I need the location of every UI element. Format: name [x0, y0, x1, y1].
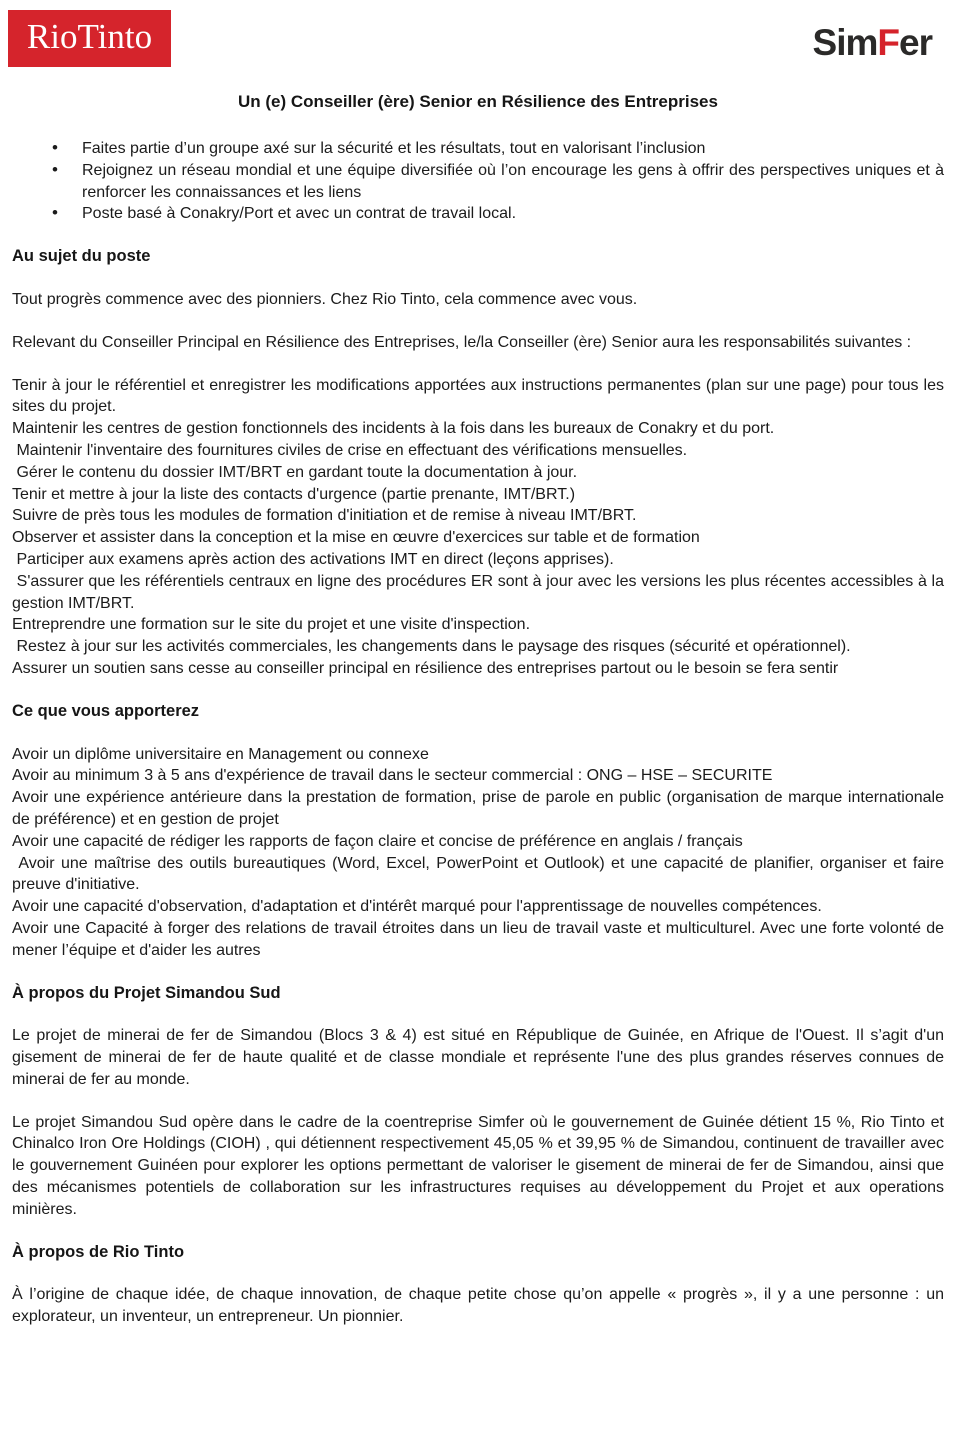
about-role-paragraph: Tout progrès commence avec des pionniers. Chez Rio Tinto, cela commence avec vous.: [12, 290, 638, 308]
responsibility-line: Observer et assister dans la conception et la mise en œuvre d'exercices sur table et de formation: [12, 529, 700, 547]
qualification-line: Avoir au minimum 3 à 5 ans d'expérience de travail dans le secteur commercial : ONG – HSE – SECURITE: [12, 767, 773, 785]
simfer-logo-text-er: er: [899, 22, 932, 63]
section-heading-about-role: Au sujet du poste: [12, 247, 151, 266]
about-rio-tinto-paragraph: À l’origine de chaque idée, de chaque innovation, de chaque petite chose qu’on appelle « progrès », il y a une personne : un explorateur, un inventeur, un entrepreneur. Un pionnier.: [12, 1286, 944, 1326]
qualification-line: Avoir une expérience antérieure dans la prestation de formation, prise de parole en public (organisation de marque internationale de préférence) et en gestion de projet: [12, 789, 944, 828]
qualification-line: Avoir un diplôme universitaire en Management ou connexe: [12, 745, 429, 763]
section-heading-what-you-bring: Ce que vous apporterez: [12, 701, 200, 720]
simfer-logo-text-f: F: [877, 22, 900, 63]
job-title: Un (e) Conseiller (ère) Senior en Résilience des Entreprises: [238, 92, 718, 111]
section-heading-about-rio-tinto: À propos de Rio Tinto: [12, 1242, 185, 1261]
responsibilities-list: [12, 375, 944, 680]
qualification-line: Avoir une Capacité à forger des relations de travail étroites dans un lieu de travail vaste et multiculturel. Avec une forte volonté de mener l’équipe et d'aider les autres: [12, 919, 944, 959]
qualifications-list: [12, 744, 944, 962]
rio-tinto-logo-text: RioTinto: [26, 17, 153, 57]
responsibility-line: Suivre de près tous les modules de formation d'initiation et de remise à niveau IMT/BRT.: [12, 507, 637, 525]
about-project-paragraph: Le projet de minerai de fer de Simandou (Blocs 3 & 4) est situé en République de Guinée, en Afrique de l'Ouest. Il s’agit d'un gisement de minerai de fer de haute qualité et de classe mondiale et représente l'une des plus grandes réserves connues de minerai de fer au monde.: [12, 1027, 944, 1088]
responsibility-line: Tenir et mettre à jour la liste des contacts d'urgence (partie prenante, IMT/BRT.): [12, 485, 576, 503]
responsibility-line: Entreprendre une formation sur le site du projet et une visite d'inspection.: [12, 616, 531, 634]
about-project-paragraphs: [12, 1025, 944, 1220]
responsibility-line: Participer aux examens après action des activations IMT en direct (leçons apprises).: [12, 550, 614, 568]
about-role-paragraph: Relevant du Conseiller Principal en Résilience des Entreprises, le/la Conseiller (ère) Senior aura les responsabilités suivantes :: [12, 333, 912, 351]
rio-tinto-logo: [8, 10, 171, 67]
qualification-line: Avoir une maîtrise des outils bureautiques (Word, Excel, PowerPoint et Outlook) et une capacité de planifier, organiser et faire preuve d'initiative.: [12, 854, 944, 894]
qualification-line: Avoir une capacité d'observation, d'adaptation et d'intérêt marqué pour l'apprentissage de nouvelles compétences.: [12, 898, 822, 916]
responsibility-line: Restez à jour sur les activités commerciales, les changements dans le paysage des risques (sécurité et opérationnel).: [12, 638, 851, 656]
responsibility-line: S'assurer que les référentiels centraux en ligne des procédures ER sont à jour avec les versions les plus récentes accessibles à la gestion IMT/BRT.: [12, 572, 944, 612]
about-rio-tinto-paragraphs: [12, 1284, 944, 1328]
responsibility-line: Assurer un soutien sans cesse au conseiller principal en résilience des entreprises partout ou le besoin se fera sentir: [12, 659, 839, 677]
header: [12, 10, 944, 67]
intro-bullet-item: • Rejoignez un réseau mondial et une équipe diversifiée où l’on encourage les gens à offrir des perspectives uniques et à renforcer les connaissances et les liens: [12, 160, 944, 204]
simfer-logo: [813, 24, 932, 61]
intro-bullet-list: [12, 138, 944, 225]
intro-bullet-item: • Faites partie d’un groupe axé sur la sécurité et les résultats, tout en valorisant l’inclusion: [12, 138, 944, 160]
responsibility-line: Maintenir les centres de gestion fonctionnels des incidents à la fois dans les bureaux de Conakry et du port.: [12, 420, 775, 438]
intro-bullet-item: • Poste basé à Conakry/Port et avec un contrat de travail local.: [12, 203, 944, 225]
about-role-paragraphs: [12, 289, 944, 354]
responsibility-line: Maintenir l'inventaire des fournitures civiles de crise en effectuant des vérifications mensuelles.: [12, 441, 688, 459]
responsibility-line: Tenir à jour le référentiel et enregistrer les modifications apportées aux instructions permanentes (plan sur une page) pour tous les sites du projet.: [12, 376, 944, 416]
qualification-line: Avoir une capacité de rédiger les rapports de façon claire et concise de préférence en anglais / français: [12, 832, 743, 850]
responsibility-line: Gérer le contenu du dossier IMT/BRT en gardant toute la documentation à jour.: [12, 463, 578, 481]
about-project-paragraph: Le projet Simandou Sud opère dans le cadre de la coentreprise Simfer où le gouvernement de Guinée détient 15 %, Rio Tinto et Chinalco Iron Ore Holdings (CIOH) , qui détiennent respectivement 45,05 % et 39,95 % de Simandou, continuent de travailler avec le gouvernement Guinéen pour explorer les options permettant de valoriser le gisement de minerai de fer de Simandou, ainsi que des mécanismes potentiels de collaboration sur les infrastructures requises au développement du Projet et aux operations minières.: [12, 1113, 944, 1218]
section-heading-about-project: À propos du Projet Simandou Sud: [12, 983, 281, 1002]
simfer-logo-text-sim: Sim: [812, 22, 878, 63]
